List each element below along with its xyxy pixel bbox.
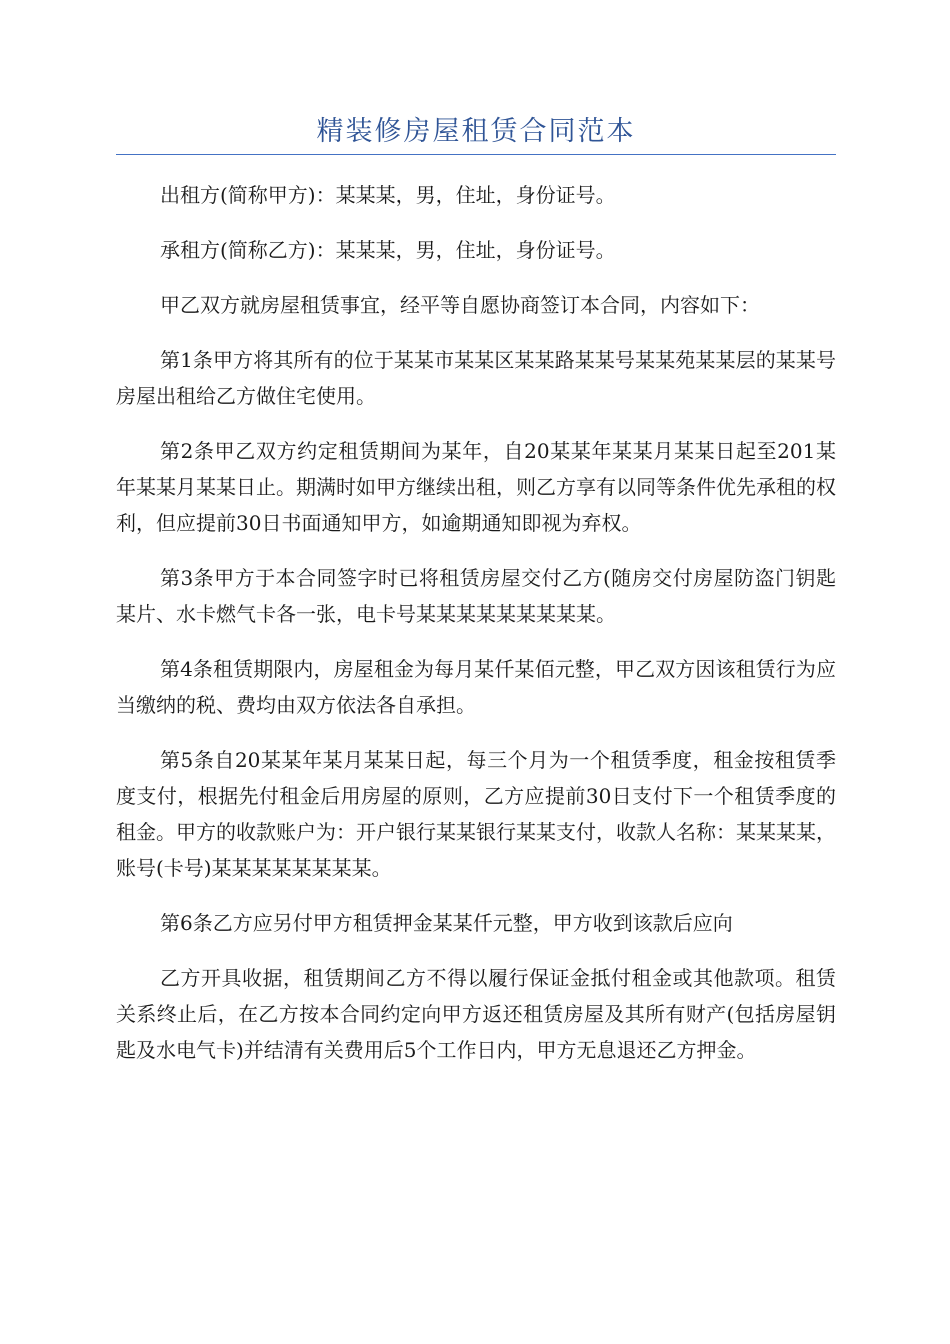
paragraph-article-3: 第3条甲方于本合同签字时已将租赁房屋交付乙方(随房交付房屋防盗门钥匙某片、水卡燃气卡各一张，电卡号某某某某某某某某某。 bbox=[116, 566, 836, 626]
paragraph-article-6: 第6条乙方应另付甲方租赁押金某某仟元整，甲方收到该款后应向 bbox=[160, 911, 733, 935]
paragraph-lessor: 出租方(简称甲方)：某某某，男，住址，身份证号。 bbox=[160, 183, 616, 207]
paragraph-article-5: 第5条自20某某年某月某某日起，每三个月为一个租赁季度，租金按租赁季度支付，根据先付租金后用房屋的原则，乙方应提前30日支付下一个租赁季度的租金。甲方的收款账户为：开户银行某某银行某某支付，收款人名称：某某某某，账号(卡号)某某某某某某某某。 bbox=[116, 748, 836, 880]
document-title: 精装修房屋租赁合同范本 bbox=[316, 116, 636, 147]
title-underline bbox=[116, 154, 836, 155]
paragraph-intro: 甲乙双方就房屋租赁事宜，经平等自愿协商签订本合同，内容如下： bbox=[160, 293, 760, 317]
paragraph-article-2: 第2条甲乙双方约定租赁期间为某年，自20某某年某某月某某日起至201某年某某月某某日止。期满时如甲方继续出租，则乙方享有以同等条件优先承租的权利，但应提前30日书面通知甲方，如逾期通知即视为弃权。 bbox=[116, 439, 836, 535]
paragraph-article-4: 第4条租赁期限内，房屋租金为每月某仟某佰元整，甲乙双方因该租赁行为应当缴纳的税、费均由双方依法各自承担。 bbox=[116, 657, 836, 717]
document-page bbox=[116, 112, 836, 1087]
paragraph-article-1: 第1条甲方将其所有的位于某某市某某区某某路某某号某某苑某某层的某某号房屋出租给乙方做住宅使用。 bbox=[116, 348, 836, 408]
paragraph-article-6-continued: 乙方开具收据，租赁期间乙方不得以履行保证金抵付租金或其他款项。租赁关系终止后，在乙方按本合同约定向甲方返还租赁房屋及其所有财产(包括房屋钥匙及水电气卡)并结清有关费用后5个工作日内，甲方无息退还乙方押金。 bbox=[116, 966, 836, 1062]
paragraph-lessee: 承租方(简称乙方)：某某某，男，住址，身份证号。 bbox=[160, 238, 616, 262]
